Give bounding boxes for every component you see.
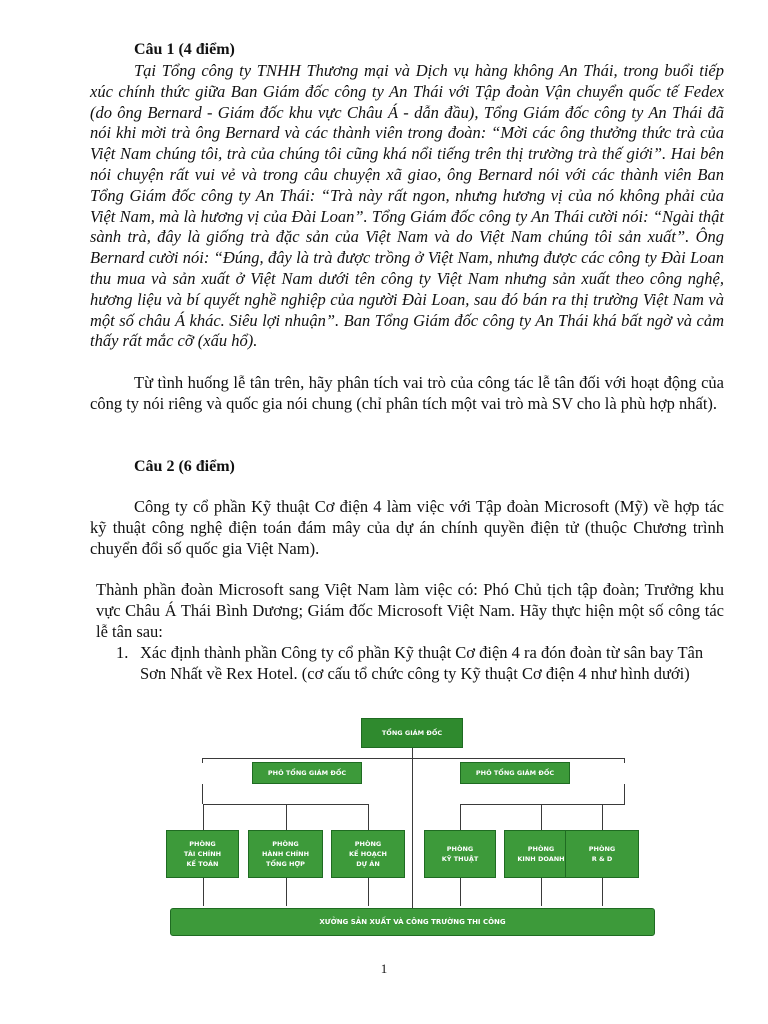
question-1-prompt: Từ tình huống lễ tân trên, hãy phân tích vai trò của công tác lễ tân đối với hoạt động của công ty nói riêng và quốc gia nói chung (chỉ phân tích một vai trò mà SV cho là phù hợp nhất). [90, 373, 724, 413]
question-1-heading: Câu 1 (4 điểm) [134, 41, 235, 58]
dept-line3: KẾ TOÁN [186, 860, 219, 868]
question-2-intro: Công ty cổ phần Kỹ thuật Cơ điện 4 làm việc với Tập đoàn Microsoft (Mỹ) về hợp tác kỹ thuật công nghệ điện toán đám mây của dự án chính quyền điện tử (thuộc Chương trình chuyển đổi số quốc gia Việt Nam). [90, 497, 724, 558]
dept-line2: R & D [591, 855, 613, 863]
dept-line2: KẾ HOẠCH [349, 850, 387, 858]
dept-line1: PHÒNG [272, 840, 299, 848]
org-deputy-right-label: PHÓ TỔNG GIÁM ĐỐC [475, 769, 555, 777]
dept-line1: PHÒNG [189, 840, 216, 848]
page-number: 1 [380, 961, 388, 976]
question-2-heading: Câu 2 (6 điểm) [134, 458, 235, 475]
dept-line1: PHÒNG [588, 845, 616, 853]
dept-line1: PHÒNG [527, 845, 555, 853]
dept-line1: PHÒNG [354, 840, 382, 848]
dept-line2: HÀNH CHÍNH [261, 850, 310, 858]
org-box-department [248, 830, 323, 878]
org-box-department [331, 830, 405, 878]
org-box-department [424, 830, 496, 878]
org-box-department [565, 830, 639, 878]
dept-line2: KINH DOANH [517, 855, 565, 863]
org-box-workshop [170, 908, 655, 936]
dept-line3: DỰ ÁN [356, 860, 380, 868]
question-1-scenario: Tại Tổng công ty TNHH Thương mại và Dịch vụ hàng không An Thái, trong buổi tiếp xúc chính thức giữa Ban Giám đốc công ty An Thái với Tập đoàn Vận chuyển quốc tế Fedex (do ông Bernard - Giám đốc khu vực Châu Á - dẫn đầu), Tổng Giám đốc công ty An Thái đã nói khi mời trà ông Bernard và các thành viên trong đoàn: “Mời các ông thưởng thức trà của Việt Nam chúng tôi, trà của chúng tôi cũng khá nổi tiếng trên thị trường trà thế giới”. Hai bên nói chuyện rất vui vẻ và trong câu chuyện xã giao, ông Bernard nói với các thành viên Ban Tổng Giám đốc công ty An Thái: “Trà này rất ngon, nhưng hương vị của nó không phải của Việt Nam, mà là hương vị của Đài Loan”. Tổng Giám đốc công ty An Thái cười nói: “Ngài thật sành trà, đây là giống trà đặc sản của Việt Nam và do Việt Nam chúng tôi sản xuất”. Ông Bernard cười nói: “Đúng, đây là trà được trồng ở Việt Nam, nhưng được các công ty Đài Loan thu mua và sản xuất ở Việt Nam dưới tên công ty Việt Nam nhưng sản xuất theo công nghệ, hương liệu và bí quyết nghề nghiệp của người Đài Loan, sau đó bán ra thị trường Việt Nam và một số châu Á khác. Siêu lợi nhuận”. Ban Tổng Giám đốc công ty An Thái khá bất ngờ và cảm thấy rất mắc cỡ (xấu hổ). [90, 61, 724, 351]
org-box-department [166, 830, 239, 878]
dept-line2: TÀI CHÍNH [183, 850, 222, 858]
org-deputy-left-label: PHÓ TỔNG GIÁM ĐỐC [267, 769, 347, 777]
org-box-ceo [361, 718, 463, 748]
org-ceo-label: TỔNG GIÁM ĐỐC [381, 729, 443, 737]
dept-line2: KỸ THUẬT [441, 855, 479, 863]
dept-line3: TỔNG HỢP [266, 860, 305, 868]
question-2-delegation: Thành phần đoàn Microsoft sang Việt Nam làm việc có: Phó Chủ tịch tập đoàn; Trưởng khu vực Châu Á Thái Bình Dương; Giám đốc Microsoft Việt Nam. Hãy thực hiện một số công tác lễ tân sau: [96, 580, 724, 641]
org-workshop-label: XƯỞNG SẢN XUẤT VÀ CÔNG TRƯỜNG THI CÔNG [319, 918, 506, 926]
task-number: 1. [116, 643, 129, 662]
task-text: Xác định thành phần Công ty cổ phần Kỹ thuật Cơ điện 4 ra đón đoàn từ sân bay Tân Sơn Nhất về Rex Hotel. (cơ cấu tổ chức công ty Kỹ thuật Cơ điện 4 như hình dưới) [140, 643, 704, 683]
org-box-deputy-left [252, 762, 362, 784]
dept-line1: PHÒNG [446, 845, 474, 853]
org-box-deputy-right [460, 762, 570, 784]
